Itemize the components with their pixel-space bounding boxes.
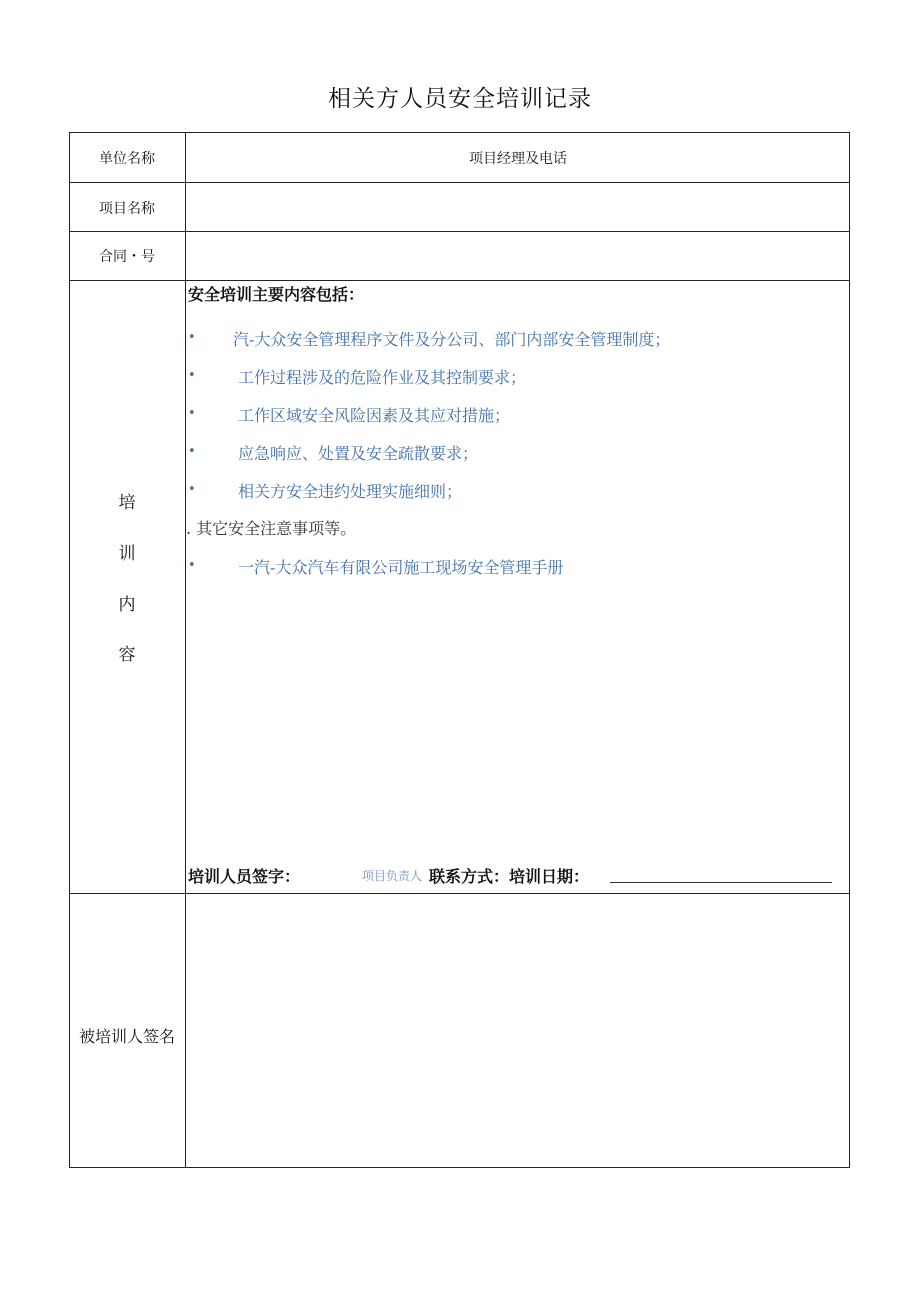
page-title: 相关方人员安全培训记录 [328,86,592,112]
contact-date-label: 联系方式：培训日期： [429,867,590,886]
project-name-label: 项目名称 [99,201,155,217]
project-lead-label: 项目负责人 [362,869,423,883]
contract-label: 合同・号 [99,249,155,265]
contract-field[interactable] [186,232,850,279]
training-label-char-3: 内 [118,595,136,615]
training-label-char-1: 培 [118,493,136,513]
row-divider-3 [69,280,850,281]
bullet-icon: • [188,558,196,573]
training-item-2: 工作过程涉及的危险作业及其控制要求； [238,368,527,387]
training-item-4: 应急响应、处置及安全疏散要求； [238,444,479,463]
bullet-icon: • [188,368,196,383]
training-item-5: 相关方安全违约处理实施细则； [238,482,463,501]
date-underline[interactable] [610,882,832,883]
bullet-icon: • [188,330,196,345]
bullet-icon: • [188,406,196,421]
trainer-sign-label: 培训人员签字： [188,867,301,886]
training-item-1: 汽-大众安全管理程序文件及分公司、部门内部安全管理制度； [233,330,671,349]
training-label-char-2: 训 [118,544,136,564]
unit-name-label: 单位名称 [99,151,155,167]
bullet-icon: • [188,444,196,459]
trainee-signature-area[interactable] [186,894,850,1167]
training-item-manual: 一汽-大众汽车有限公司施工现场安全管理手册 [238,558,564,577]
training-label-char-4: 容 [118,645,136,665]
training-item-3: 工作区域安全风险因素及其应对措施； [238,406,511,425]
training-item-other: . 其它安全注意事项等。 [186,519,357,538]
project-name-field[interactable] [186,183,850,230]
trainee-signature-label: 被培训人签名 [78,1027,175,1046]
bullet-icon: • [188,482,196,497]
training-heading: 安全培训主要内容包括： [188,285,365,304]
manager-phone-label: 项目经理及电话 [469,151,567,167]
